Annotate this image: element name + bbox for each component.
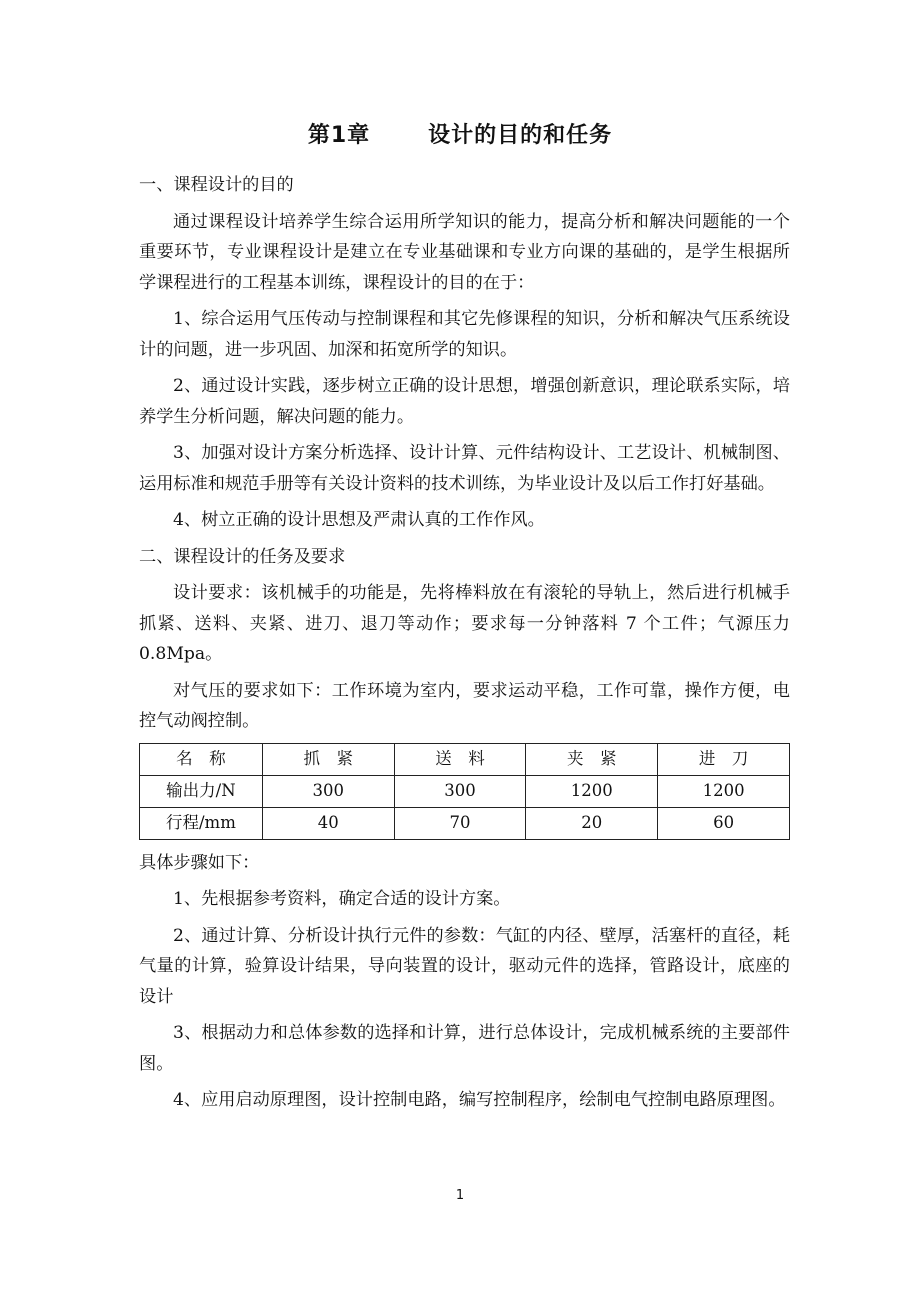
list-item: 3、加强对设计方案分析选择、设计计算、元件结构设计、工艺设计、机械制图、运用标准和规范手册等有关设计资料的技术训练，为毕业设计及以后工作打好基础。 (139, 443, 790, 494)
table-cell: 输出力/N (140, 775, 263, 807)
paragraph: 设计要求：该机械手的功能是，先将棒料放在有滚轮的导轨上，然后进行机械手抓紧、送料、夹紧、进刀、退刀等动作；要求每一分钟落料 7 个工件；气源压力 0.8Mpa。 (139, 583, 790, 664)
table-cell: 1200 (658, 775, 790, 807)
table-cell: 1200 (526, 775, 658, 807)
table-row (140, 807, 790, 839)
document-body (139, 170, 790, 1122)
table-cell: 300 (262, 775, 394, 807)
section-heading-purpose: 一、课程设计的目的 (139, 175, 294, 195)
list-item: 4、树立正确的设计思想及严肃认真的工作作风。 (173, 510, 545, 530)
chapter-number: 第1章 (307, 123, 371, 148)
table-header-cell: 抓 紧 (262, 743, 394, 775)
table-header-cell: 名 称 (140, 743, 263, 775)
paragraph: 对气压的要求如下：工作环境为室内，要求运动平稳，工作可靠，操作方便，电控气动阀控制。 (139, 680, 790, 731)
list-item: 2、通过设计实践，逐步树立正确的设计思想，增强创新意识，理论联系实际，培养学生分析问题，解决问题的能力。 (139, 376, 790, 427)
table-row (140, 775, 790, 807)
list-item: 4、应用启动原理图，设计控制电路，编写控制程序，绘制电气控制电路原理图。 (173, 1090, 786, 1110)
list-item: 3、根据动力和总体参数的选择和计算，进行总体设计，完成机械系统的主要部件图。 (139, 1023, 790, 1074)
table-cell: 60 (658, 807, 790, 839)
table-header-cell: 送 料 (394, 743, 526, 775)
table-header-cell: 夹 紧 (526, 743, 658, 775)
table-header-row (140, 743, 790, 775)
table-cell: 300 (394, 775, 526, 807)
paragraph: 通过课程设计培养学生综合运用所学知识的能力，提高分析和解决问题能的一个重要环节，专业课程设计是建立在专业基础课和专业方向课的基础的，是学生根据所学课程进行的工程基本训练，课程设计的目的在于： (139, 211, 790, 293)
table-cell: 40 (262, 807, 394, 839)
table-header-cell: 进 刀 (658, 743, 790, 775)
spec-table (139, 743, 790, 840)
page-number: 1 (455, 1188, 465, 1203)
table-cell: 行程/mm (140, 807, 263, 839)
list-item: 1、先根据参考资料，确定合适的设计方案。 (173, 889, 511, 909)
chapter-title (0, 118, 920, 149)
steps-intro: 具体步骤如下： (139, 852, 260, 873)
list-item: 2、通过计算、分析设计执行元件的参数：气缸的内径、壁厚，活塞杆的直径，耗气量的计算，验算设计结果，导向装置的设计，驱动元件的选择，管路设计，底座的设计 (139, 925, 790, 1007)
table-cell: 20 (526, 807, 658, 839)
table-cell: 70 (394, 807, 526, 839)
section-heading-task: 二、课程设计的任务及要求 (139, 546, 346, 567)
chapter-title-text: 设计的目的和任务 (428, 123, 613, 148)
list-item: 1、综合运用气压传动与控制课程和其它先修课程的知识，分析和解决气压系统设计的问题，进一步巩固、加深和拓宽所学的知识。 (139, 309, 790, 360)
